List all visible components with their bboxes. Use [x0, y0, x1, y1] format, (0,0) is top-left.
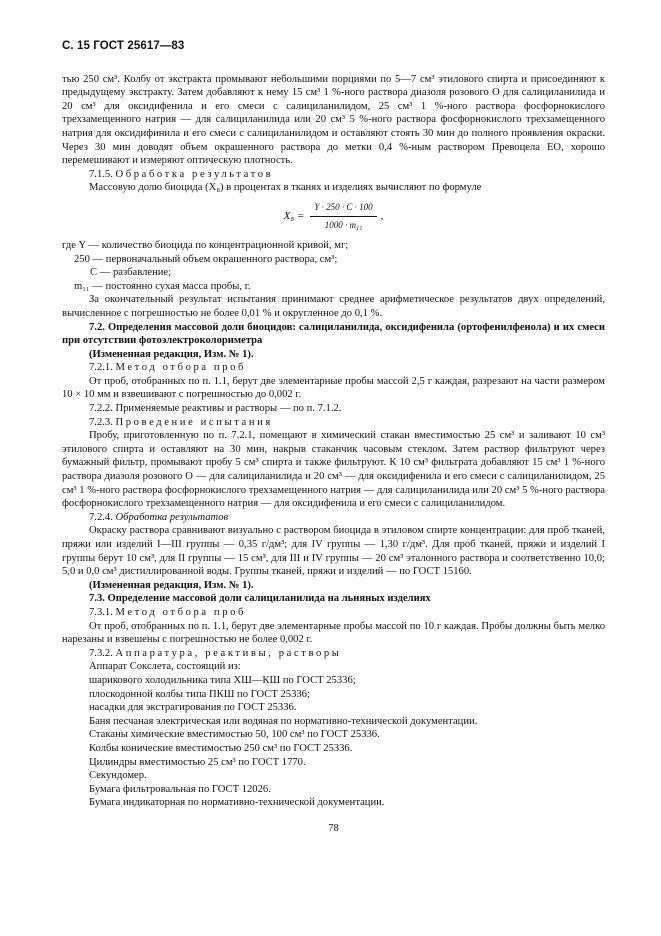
- formula-lhs: X₈ =: [283, 210, 305, 223]
- page-header: С. 15 ГОСТ 25617—83: [62, 40, 185, 52]
- section-title: Метод отбора проб: [115, 362, 246, 374]
- section-number: 7.2.4.: [89, 511, 113, 523]
- amendment-note: (Измененная редакция, Изм. № 1).: [89, 348, 254, 360]
- page-number: 78: [328, 822, 339, 834]
- section-7-1-5-text: Массовую долю биоцида (X₈) в процентах в тканях и изделиях вычисляют по формуле: [89, 182, 482, 194]
- list-item: Бумага индикаторная по нормативно-технической документации.: [89, 797, 385, 809]
- section-number: 7.2.1.: [89, 362, 113, 374]
- section-7-2-4-text: Окраску раствора сравнивают визуально с раствором биоцида в этиловом спирте концентрации: для проб тканей, пряжи или изделий I—III группы — 0,35 г/дм³; для IV группы — 1,30 г/дм³. Для проб тканей, пряжи и изделий I группы берут 10 см³, для II группы — 15 см³, для III и IV группы — 20 см³ эталонного раствора и соответственно 10,0; 5,0 и 0,0 см³ дистиллированной воды. Группы тканей, пряжи и изделий — по ГОСТ 15160.: [62, 525, 605, 578]
- definition-item: где Y — количество биоцида по концентрационной кривой, мг;: [62, 239, 349, 251]
- list-item: Секундомер.: [89, 770, 147, 782]
- section-7-2-1-text: От проб, отобранных по п. 1.1, берут две элементарные пробы массой 2,5 г каждая, разрезают на части размером 10 × 10 мм и взвешивают с погрешностью до 0,002 г.: [62, 375, 605, 401]
- section-7-3-1-text: От проб, отобранных по п. 1.1, берут две элементарные пробы массой по 10 г каждая. Пробы должны быть мелко нарезаны и взвешены с погрешностью не более 0,002 г.: [62, 620, 605, 646]
- section-7-2-2: 7.2.2. Применяемые реактивы и растворы — по п. 7.1.2.: [89, 403, 342, 415]
- section-title: Аппаратура, реактивы, растворы: [115, 647, 342, 659]
- section-7-2-4-heading: [62, 511, 605, 525]
- formula-fraction: [310, 201, 376, 233]
- list-item: насадки для экстрагирования по ГОСТ 25336.: [89, 702, 297, 714]
- amendment-note: (Измененная редакция, Изм. № 1).: [89, 579, 254, 591]
- section-number: 7.3.2.: [89, 647, 113, 659]
- definition-item: 250 — первоначальный объем окрашенного раствора, см³;: [74, 253, 338, 265]
- section-7-2-3-text: Пробу, приготовленную по п. 7.2.1, помещают в химический стакан вместимостью 25 см³ и заливают 10 см³ этилового спирта и оставляют на 30 мин, накрыв стаканчик часовым стеклом. Затем раствор фильтруют через бумажный фильтр, промывают пробу 5 см³ спирта и также фильтруют. К 10 см³ фильтрата добавляют 15 см³ 1 %-ного раствора диазоля розового О — для салициланилида и 20 см³ — для оксидифенила и его смеси с салициланилидом, 25 см³ 1 %-ного раствора фосфорнокислого трехзамещенного натрия — для салициланилида или 20 см³ 5 %-ного раствора фосфорнокислого трехзамещенного натрия — для оксидифенила и его смеси с салициланилидом.: [62, 430, 605, 510]
- formula-tail: ,: [380, 210, 384, 223]
- equipment-list: [62, 660, 605, 810]
- list-item: Цилиндры вместимостью 25 см³ по ГОСТ 1770.: [89, 756, 306, 768]
- section-number: 7.2.3.: [89, 416, 113, 428]
- formula-definitions: [62, 239, 605, 293]
- document-page: [62, 40, 605, 835]
- section-7-2-1-heading: [62, 361, 605, 375]
- section-7-2-heading: 7.2. Определения массовой доли биоцидов: салициланилида, оксидифенила (ортофенилфенола) и их смеси при отсутствии фотоэлектроколориметра: [62, 321, 605, 347]
- list-item: шарикового холодильника типа ХШ—КШ по ГОСТ 25336;: [89, 674, 356, 686]
- formula: [62, 195, 605, 239]
- list-item: Аппарат Сокслета, состоящий из:: [89, 661, 241, 673]
- definition-item: C — разбавление;: [90, 267, 172, 279]
- result-paragraph: За окончательный результат испытания принимают среднее арифметическое результатов двух определений, вычисленное с погрешностью не более 0,01 % и округленное до 0,1 %.: [62, 294, 605, 319]
- section-7-1-5-heading: [62, 168, 605, 182]
- list-item: Баня песчаная электрическая или водяная по нормативно-технической документации.: [89, 715, 478, 727]
- list-item: Колбы конические вместимостью 250 см³ по ГОСТ 25336.: [89, 742, 353, 754]
- definition-item: m₁₁ — постоянно сухая масса пробы, г.: [74, 280, 251, 292]
- section-title: Обработка результатов: [115, 511, 229, 523]
- section-title: Метод отбора проб: [115, 606, 246, 618]
- section-number: 7.1.5.: [89, 168, 113, 180]
- section-7-3-1-heading: [62, 606, 605, 620]
- list-item: Стаканы химические вместимостью 50, 100 см³ по ГОСТ 25336.: [89, 729, 380, 741]
- section-number: 7.3.1.: [89, 606, 113, 618]
- list-item: Бумага фильтровальная по ГОСТ 12026.: [89, 783, 271, 795]
- intro-paragraph: тью 250 см³. Колбу от экстракта промывают небольшими порциями по 5—7 см³ этилового спирта и присоединяют к предыдущему экстракту. Затем добавляют к нему 15 см³ 1 %-ного раствора диазоля розового О для салициланилида и 20 см³ для оксидифенила и его смеси с салициланилидом, 25 см³ 1 %-ного раствора фосфорнокислого трехзамещенного натрия — для салициланилида или 20 см³ 5 %-ного раствора фосфорнокислого трехзамещенного натрия для оксидифинила и его смеси с салициланилидом и оставляют стоять 30 мин до полного проявления окраски. Через 30 мин доводят объем окрашенного раствора до метки 0,4 %-ным раствором Превоцела ЕО, хорошо перемешивают и измеряют оптическую плотность.: [62, 73, 605, 167]
- section-7-3-2-heading: [62, 647, 605, 661]
- section-title: Обработка результатов: [115, 168, 274, 180]
- formula-numerator: Y · 250 · C · 100: [310, 201, 376, 218]
- section-7-3-heading: 7.3. Определение массовой доли салициланилида на льняных изделиях: [89, 593, 431, 605]
- formula-denominator: 1000 · m₁₁: [324, 220, 363, 231]
- section-title: Проведение испытания: [115, 416, 273, 428]
- section-7-2-3-heading: [62, 416, 605, 430]
- list-item: плоскодонной колбы типа ПКШ по ГОСТ 25336;: [89, 688, 310, 700]
